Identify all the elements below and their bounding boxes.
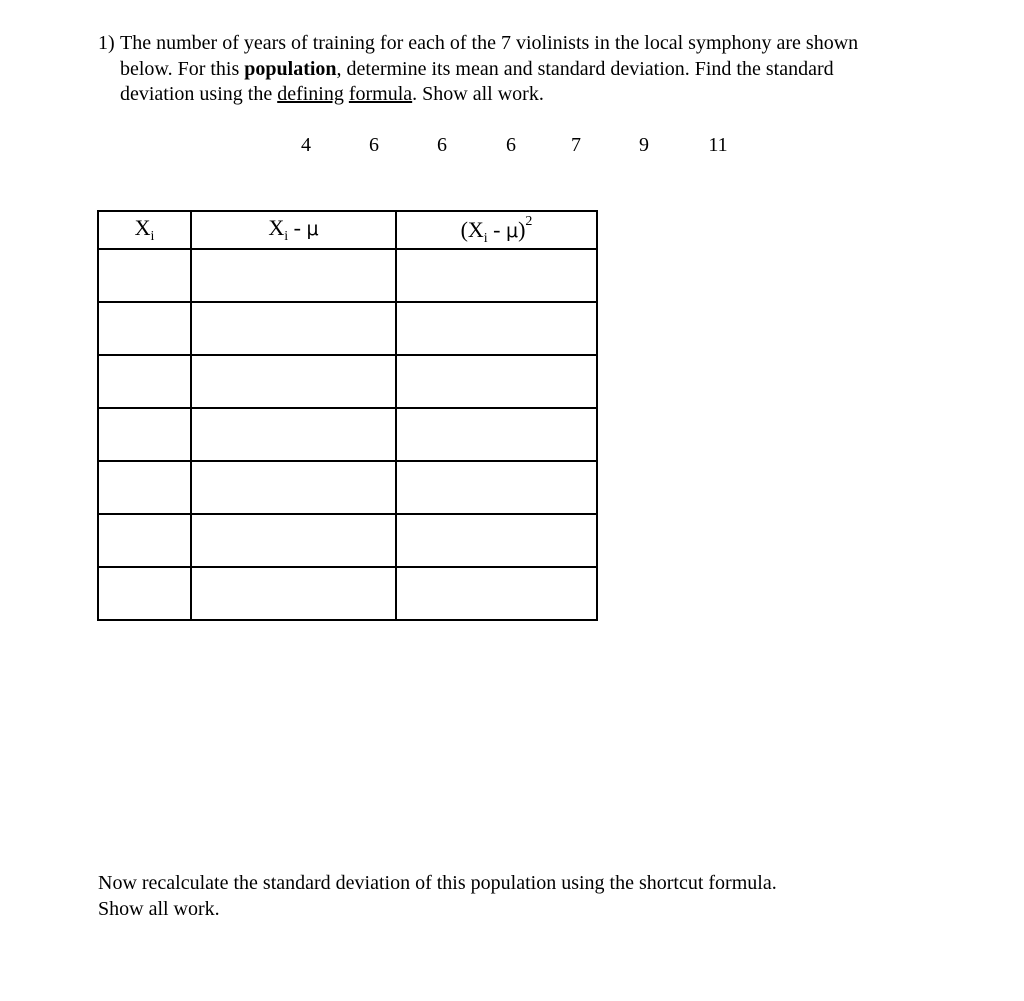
table-header-row — [98, 211, 597, 249]
table-cell[interactable] — [98, 302, 191, 355]
problem-statement — [98, 31, 908, 108]
work-table — [97, 210, 598, 621]
table-cell[interactable] — [396, 514, 597, 567]
table-cell[interactable] — [191, 302, 396, 355]
table-cell[interactable] — [98, 514, 191, 567]
table-cell[interactable] — [396, 355, 597, 408]
header-xi-minus-mu-squared: $(X_i - \mu)^2$ — [396, 211, 597, 249]
table-cell[interactable] — [98, 355, 191, 408]
table-cell[interactable] — [98, 461, 191, 514]
table-row — [98, 249, 597, 302]
table-cell[interactable] — [98, 249, 191, 302]
table-cell[interactable] — [191, 249, 396, 302]
data-value: 11 — [708, 134, 728, 156]
table-cell[interactable] — [191, 461, 396, 514]
defining-underlined: defining — [277, 83, 344, 105]
formula-underlined: formula — [348, 83, 413, 105]
header-xi: $X_i$ — [98, 211, 191, 249]
population-bold: population — [244, 57, 337, 80]
table-cell[interactable] — [191, 355, 396, 408]
table-row — [98, 514, 597, 567]
problem-text-3: . Show all work. — [412, 83, 544, 105]
table-row — [98, 567, 597, 620]
header-xi-minus-mu: $X_i$ - μ — [191, 211, 396, 249]
problem-text-2: , determine its mean and standard deviation. Find the standard deviation using the — [120, 57, 834, 105]
data-value: 6 — [369, 134, 379, 156]
data-value: 9 — [639, 134, 649, 156]
table-cell[interactable] — [396, 302, 597, 355]
table-cell[interactable] — [98, 408, 191, 461]
table-cell[interactable] — [396, 461, 597, 514]
problem-text — [120, 31, 908, 108]
data-value: 6 — [506, 134, 516, 156]
shortcut-line-2: Show all work. — [98, 898, 220, 920]
data-value: 6 — [437, 134, 447, 156]
data-value: 7 — [571, 134, 581, 156]
table-row — [98, 408, 597, 461]
data-values — [0, 134, 1024, 160]
table-cell[interactable] — [191, 408, 396, 461]
table-row — [98, 302, 597, 355]
table-cell[interactable] — [396, 408, 597, 461]
shortcut-line-1: Now recalculate the standard deviation of this population using the shortcut formula. — [98, 872, 777, 894]
table-cell[interactable] — [191, 567, 396, 620]
data-value: 4 — [301, 134, 311, 156]
table-cell[interactable] — [396, 249, 597, 302]
problem-number: 1) — [98, 32, 115, 54]
table-row — [98, 461, 597, 514]
table-cell[interactable] — [396, 567, 597, 620]
problem-text-1: The number of years of training for each of the 7 violinists in the local symphony are shown below. For this — [120, 32, 859, 80]
shortcut-instructions — [98, 870, 918, 922]
table-cell[interactable] — [191, 514, 396, 567]
table-row — [98, 355, 597, 408]
table-cell[interactable] — [98, 567, 191, 620]
